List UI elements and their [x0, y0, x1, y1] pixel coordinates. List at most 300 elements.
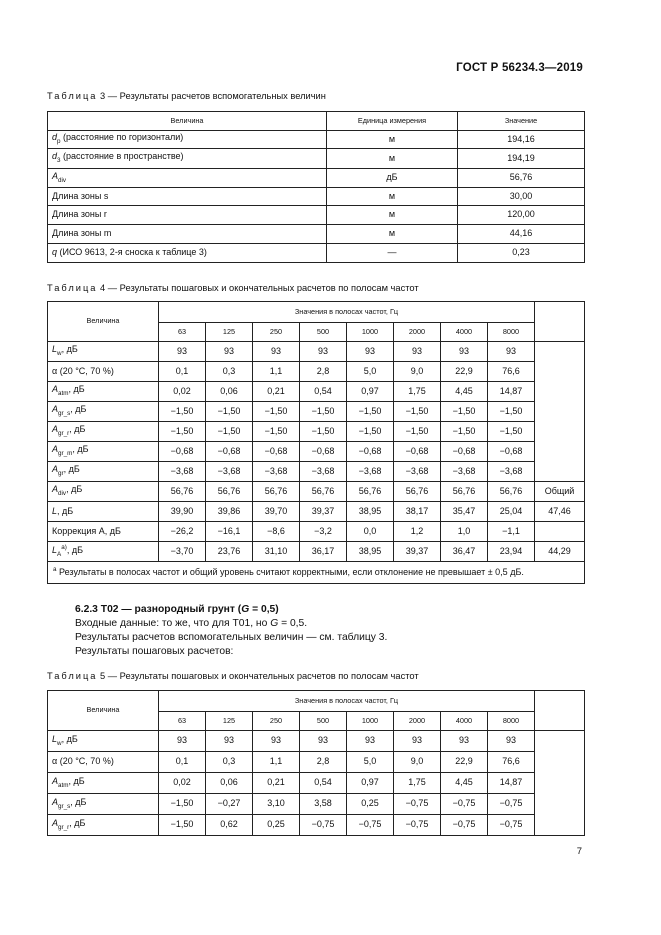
table4-value-cell: −0,68 — [347, 442, 394, 462]
table4-value-cell: −3,68 — [300, 462, 347, 482]
table5-value-cell: 93 — [347, 731, 394, 752]
table5-row — [48, 731, 585, 752]
table5-freq-cell: 2000 — [394, 712, 441, 731]
quantity-symbol: A — [52, 817, 59, 828]
table3-value-cell: 44,16 — [458, 225, 585, 244]
table4-value-cell: 9,0 — [394, 362, 441, 382]
table4-value-cell: 0,97 — [347, 382, 394, 402]
quantity-unit: , дБ — [61, 344, 78, 355]
quantity-unit: , дБ — [66, 484, 83, 495]
table5-body — [48, 731, 585, 836]
table3-quantity-cell — [48, 206, 327, 225]
table4-value-cell: −3,68 — [159, 462, 206, 482]
quantity-subscript: gr_s — [58, 409, 71, 417]
table4-value-cell: 56,76 — [253, 482, 300, 502]
table4-freq-cell: 8000 — [488, 323, 535, 342]
table5-value-cell: −0,75 — [300, 815, 347, 836]
table4-value-cell: −1,50 — [394, 402, 441, 422]
table4-value-cell: 1,2 — [394, 522, 441, 542]
table3-value-cell: 30,00 — [458, 188, 585, 206]
table4-value-cell: −0,68 — [206, 442, 253, 462]
table5-caption-text: 5 — Результаты пошаговых и окончательных расчетов по полосам частот — [100, 671, 419, 681]
table4-value-cell: 23,94 — [488, 542, 535, 562]
table5-value-cell: 93 — [488, 731, 535, 752]
table5-value-cell: 0,25 — [253, 815, 300, 836]
table4-value-cell: −0,68 — [159, 442, 206, 462]
table4-quantity-cell — [48, 502, 159, 522]
table5-freq-cell: 8000 — [488, 712, 535, 731]
table4-value-cell: −1,1 — [488, 522, 535, 542]
table4-row — [48, 422, 585, 442]
section-heading — [75, 603, 279, 617]
table4-value-cell: −0,68 — [488, 442, 535, 462]
table5-value-cell: −0,27 — [206, 794, 253, 815]
quantity-label: Коррекция А, дБ — [52, 525, 121, 536]
table3-row — [48, 169, 585, 188]
quantity-subscript: atm — [58, 389, 69, 397]
table4-caption-text: 4 — Результаты пошаговых и окончательных расчетов по полосам частот — [100, 283, 419, 293]
table4-value-cell: −1,50 — [206, 402, 253, 422]
table5-value-cell: 9,0 — [394, 752, 441, 773]
table5-caption — [47, 671, 419, 681]
table4-value-cell: 56,76 — [300, 482, 347, 502]
table4-quantity-cell — [48, 422, 159, 442]
table4-value-cell: −0,68 — [441, 442, 488, 462]
table4-value-cell: −1,50 — [300, 422, 347, 442]
table4-value-cell: 4,45 — [441, 382, 488, 402]
table4-value-cell: 56,76 — [206, 482, 253, 502]
table5-value-cell: 0,54 — [300, 773, 347, 794]
quantity-subscript: w — [57, 349, 62, 357]
quantity-unit: , дБ — [57, 505, 74, 516]
table4-value-cell: 56,76 — [159, 482, 206, 502]
table4-row — [48, 462, 585, 482]
table4-value-cell: 0,54 — [300, 382, 347, 402]
quantity-symbol: L — [52, 544, 58, 555]
table4-quantity-cell — [48, 362, 159, 382]
table4-value-cell: 14,87 — [488, 382, 535, 402]
quantity-label: α (20 °С, 70 %) — [52, 365, 114, 376]
section-line1-a: Входные данные: то же, что для Т01, но — [75, 618, 271, 629]
quantity-symbol: A — [52, 464, 59, 475]
table5-freq-cell: 4000 — [441, 712, 488, 731]
table4-value-cell: −3,68 — [347, 462, 394, 482]
table5-value-cell: −0,75 — [394, 815, 441, 836]
table3-value-cell: 194,19 — [458, 149, 585, 169]
table4-value-cell: 93 — [441, 342, 488, 362]
quantity-symbol: A — [52, 424, 59, 435]
quantity-symbol: L — [52, 344, 58, 355]
table4-total-cell: Общий — [535, 482, 585, 502]
table5-value-cell: 0,21 — [253, 773, 300, 794]
table3 — [47, 111, 585, 263]
table3-header-cell: Величина — [48, 112, 327, 131]
table3-quantity-cell — [48, 225, 327, 244]
section-title-b: = 0,5) — [249, 604, 279, 615]
table4-value-cell: −3,2 — [300, 522, 347, 542]
table4-value-cell: 93 — [253, 342, 300, 362]
quantity-symbol: A — [52, 384, 59, 395]
quantity-unit: , дБ — [68, 384, 85, 395]
table4-value-cell: 25,04 — [488, 502, 535, 522]
section-title-a: Т02 — разнородный грунт ( — [100, 604, 242, 615]
table4-total-header — [535, 302, 585, 342]
table5-value-cell: −0,75 — [488, 794, 535, 815]
table4-value-cell: 2,8 — [300, 362, 347, 382]
table5-freq-cell: 125 — [206, 712, 253, 731]
table4-value-cell: 56,76 — [347, 482, 394, 502]
table5-value-cell: 2,8 — [300, 752, 347, 773]
quantity-subscript: A — [57, 550, 62, 558]
table4-value-cell: 93 — [394, 342, 441, 362]
quantity-unit: , дБ — [70, 404, 87, 415]
quantity-description: (расстояние в пространстве) — [60, 151, 184, 162]
table4-value-cell: 0,21 — [253, 382, 300, 402]
quantity-subscript: gr_r — [58, 429, 70, 437]
table4-value-cell: 38,17 — [394, 502, 441, 522]
table4-total-cell: 44,29 — [535, 542, 585, 562]
table5-row — [48, 773, 585, 794]
table5-group-header-row — [48, 691, 585, 712]
table5-row — [48, 752, 585, 773]
quantity-unit: , дБ — [70, 796, 87, 807]
quantity-unit: , дБ — [63, 464, 80, 475]
table4-value-cell: 76,6 — [488, 362, 535, 382]
quantity-subscript: p — [57, 137, 61, 145]
table4-row — [48, 542, 585, 562]
table4-value-cell: 1,75 — [394, 382, 441, 402]
quantity-subscript: atm — [58, 781, 69, 789]
table5-value-cell: 93 — [253, 731, 300, 752]
table3-quantity-cell — [48, 169, 327, 188]
table4-value-cell: −1,50 — [253, 422, 300, 442]
quantity-symbol: L — [52, 733, 58, 744]
table5-value-cell: −0,75 — [394, 794, 441, 815]
table4-value-cell: 39,37 — [394, 542, 441, 562]
table4-col-header: Величина — [48, 302, 159, 342]
table4-value-cell: 0,3 — [206, 362, 253, 382]
section-line-input — [75, 617, 307, 631]
table4-group-header-row — [48, 302, 585, 323]
quantity-subscript: gr — [58, 469, 64, 477]
quantity-symbol: A — [52, 796, 59, 807]
table4-value-cell: −3,68 — [488, 462, 535, 482]
document-header: ГОСТ Р 56234.3—2019 — [456, 62, 583, 74]
table4-value-cell: 5,0 — [347, 362, 394, 382]
table4-value-cell: −3,68 — [441, 462, 488, 482]
table5-quantity-cell — [48, 752, 159, 773]
quantity-symbol: A — [52, 444, 59, 455]
table4-value-cell: −1,50 — [347, 402, 394, 422]
table3-header-cell: Значение — [458, 112, 585, 131]
table4-value-cell: 39,37 — [300, 502, 347, 522]
table4-total-empty — [535, 342, 585, 482]
table4-value-cell: −1,50 — [206, 422, 253, 442]
quantity-unit: , дБ — [69, 817, 86, 828]
table4-value-cell: 0,06 — [206, 382, 253, 402]
table5-quantity-cell — [48, 794, 159, 815]
table3-row — [48, 188, 585, 206]
table3-header-cell: Единица измерения — [327, 112, 458, 131]
table5-value-cell: 93 — [206, 731, 253, 752]
quantity-description: (расстояние по горизонтали) — [60, 132, 184, 143]
table5-value-cell: 4,45 — [441, 773, 488, 794]
table5-value-cell: 0,1 — [159, 752, 206, 773]
table5-freq-cell: 500 — [300, 712, 347, 731]
table5-value-cell: 5,0 — [347, 752, 394, 773]
table4-value-cell: −1,50 — [488, 402, 535, 422]
table4-freq-cell: 250 — [253, 323, 300, 342]
quantity-symbol: q — [52, 247, 58, 258]
table5-total-empty — [535, 731, 585, 836]
table4-value-cell: −0,68 — [253, 442, 300, 462]
table3-value-cell: 0,23 — [458, 244, 585, 263]
table3-row — [48, 131, 585, 149]
table4-value-cell: 31,10 — [253, 542, 300, 562]
table3-row — [48, 206, 585, 225]
table4-value-cell: −3,68 — [394, 462, 441, 482]
table4-value-cell: −1,50 — [159, 422, 206, 442]
table5 — [47, 690, 585, 836]
table3-unit-cell: — — [327, 244, 458, 263]
table3-unit-cell: м — [327, 225, 458, 244]
quantity-superscript: а) — [61, 543, 67, 551]
table4-value-cell: 93 — [347, 342, 394, 362]
table5-value-cell: 0,62 — [206, 815, 253, 836]
table4-row — [48, 442, 585, 462]
table4-footnote-row — [48, 562, 585, 584]
table4-value-cell: 56,76 — [488, 482, 535, 502]
table3-body — [48, 131, 585, 263]
footnote-text: Результаты в полосах частот и общий уровень считают корректными, если отклонение не превышает ± 0,5 дБ. — [56, 567, 524, 577]
quantity-description: (ИСО 9613, 2-я сноска к таблице 3) — [57, 247, 207, 258]
table4-freq-cell: 4000 — [441, 323, 488, 342]
table5-value-cell: 1,75 — [394, 773, 441, 794]
table5-freq-cell: 63 — [159, 712, 206, 731]
quantity-description: Длина зоны r — [52, 209, 107, 220]
table5-freq-cell: 250 — [253, 712, 300, 731]
table4-value-cell: 39,86 — [206, 502, 253, 522]
table4-value-cell: 93 — [159, 342, 206, 362]
table3-unit-cell: м — [327, 188, 458, 206]
table4-value-cell: −1,50 — [441, 402, 488, 422]
table4-value-cell: −1,50 — [253, 402, 300, 422]
quantity-symbol: d — [52, 151, 58, 162]
table4-value-cell: −1,50 — [488, 422, 535, 442]
section-line1-b: = 0,5. — [278, 618, 308, 629]
table4-quantity-cell — [48, 342, 159, 362]
table4-value-cell: −8,6 — [253, 522, 300, 542]
table3-unit-cell: дБ — [327, 169, 458, 188]
table5-value-cell: 0,06 — [206, 773, 253, 794]
table5-value-cell: 93 — [300, 731, 347, 752]
table4-value-cell: −3,68 — [253, 462, 300, 482]
table4-row — [48, 402, 585, 422]
table3-value-cell: 56,76 — [458, 169, 585, 188]
table4-value-cell: 56,76 — [441, 482, 488, 502]
table4-body — [48, 342, 585, 584]
table4-value-cell: 22,9 — [441, 362, 488, 382]
table4-value-cell: −16,1 — [206, 522, 253, 542]
table4-freq-cell: 125 — [206, 323, 253, 342]
table4-value-cell: 35,47 — [441, 502, 488, 522]
table4-value-cell: −3,70 — [159, 542, 206, 562]
table5-value-cell: 76,6 — [488, 752, 535, 773]
quantity-symbol: A — [52, 170, 59, 181]
table3-header-row — [48, 112, 585, 131]
table4-freq-cell: 1000 — [347, 323, 394, 342]
quantity-subscript: gr_m — [58, 449, 73, 457]
quantity-subscript: gr_r — [58, 823, 70, 831]
table3-unit-cell: м — [327, 131, 458, 149]
table3-quantity-cell — [48, 244, 327, 263]
table5-value-cell: −0,75 — [441, 794, 488, 815]
table5-freq-cell: 1000 — [347, 712, 394, 731]
section-line-results: Результаты расчетов вспомогательных величин — см. таблицу 3. — [75, 632, 388, 643]
section-number: 6.2.3 — [75, 604, 98, 615]
table5-value-cell: −0,75 — [347, 815, 394, 836]
table4-quantity-cell — [48, 462, 159, 482]
table4-quantity-cell — [48, 542, 159, 562]
table3-quantity-cell — [48, 149, 327, 169]
table4-value-cell: −1,50 — [300, 402, 347, 422]
table4-value-cell: −1,50 — [347, 422, 394, 442]
quantity-unit: , дБ — [69, 424, 86, 435]
table4-quantity-cell — [48, 382, 159, 402]
table5-value-cell: 0,02 — [159, 773, 206, 794]
table4-value-cell: 93 — [300, 342, 347, 362]
quantity-description: Длина зоны s — [52, 190, 109, 201]
table5-col-header: Величина — [48, 691, 159, 731]
table4-row — [48, 502, 585, 522]
table4-quantity-cell — [48, 522, 159, 542]
table5-value-cell: 14,87 — [488, 773, 535, 794]
table5-value-cell: −0,75 — [488, 815, 535, 836]
table3-unit-cell: м — [327, 206, 458, 225]
quantity-unit: , дБ — [66, 544, 83, 555]
table5-value-cell: −1,50 — [159, 794, 206, 815]
table5-value-cell: 22,9 — [441, 752, 488, 773]
quantity-symbol: d — [52, 132, 58, 143]
table4-value-cell: 36,47 — [441, 542, 488, 562]
table3-caption-label: Таблица — [47, 91, 98, 101]
table5-value-cell: 0,25 — [347, 794, 394, 815]
section-title-g: G — [241, 604, 250, 615]
table4-value-cell: 36,17 — [300, 542, 347, 562]
footnote-mark: а — [53, 566, 57, 573]
table4-total-cell: 47,46 — [535, 502, 585, 522]
table4-value-cell: −1,50 — [394, 422, 441, 442]
table3-row — [48, 225, 585, 244]
table4-quantity-cell — [48, 482, 159, 502]
quantity-unit: , дБ — [68, 775, 85, 786]
table4-value-cell: 38,95 — [347, 542, 394, 562]
table4-value-cell: 56,76 — [394, 482, 441, 502]
table5-row — [48, 794, 585, 815]
table4-value-cell: −0,68 — [300, 442, 347, 462]
table4-total-cell — [535, 522, 585, 542]
quantity-subscript: div — [58, 489, 67, 497]
table4-value-cell: −26,2 — [159, 522, 206, 542]
quantity-unit: , дБ — [72, 444, 89, 455]
table4-value-cell: 0,02 — [159, 382, 206, 402]
table3-caption — [47, 91, 326, 101]
table5-value-cell: 1,1 — [253, 752, 300, 773]
quantity-symbol: A — [52, 775, 59, 786]
table4-value-cell: 23,76 — [206, 542, 253, 562]
table4-value-cell: −3,68 — [206, 462, 253, 482]
table5-value-cell: 3,10 — [253, 794, 300, 815]
table5-value-cell: 0,3 — [206, 752, 253, 773]
table4-value-cell: 38,95 — [347, 502, 394, 522]
table4-value-cell: 0,1 — [159, 362, 206, 382]
table5-value-cell: 93 — [159, 731, 206, 752]
table4-value-cell: −1,50 — [159, 402, 206, 422]
table5-value-cell: 3,58 — [300, 794, 347, 815]
table5-row — [48, 815, 585, 836]
quantity-subscript: 3 — [57, 156, 61, 164]
table4-row — [48, 362, 585, 382]
table4-freq-cell: 500 — [300, 323, 347, 342]
table5-quantity-cell — [48, 773, 159, 794]
quantity-subscript: div — [58, 176, 67, 184]
table4-value-cell: −1,50 — [441, 422, 488, 442]
table3-value-cell: 120,00 — [458, 206, 585, 225]
quantity-subscript: gr_s — [58, 802, 71, 810]
section-line1-g: G — [270, 618, 279, 629]
table5-value-cell: 93 — [394, 731, 441, 752]
table3-unit-cell: м — [327, 149, 458, 169]
table4-value-cell: 93 — [488, 342, 535, 362]
table4-value-cell: 39,90 — [159, 502, 206, 522]
quantity-symbol: A — [52, 484, 59, 495]
table3-quantity-cell — [48, 188, 327, 206]
table4-value-cell: 0,0 — [347, 522, 394, 542]
table4-freq-cell: 63 — [159, 323, 206, 342]
table5-value-cell: 0,97 — [347, 773, 394, 794]
table5-value-cell: −1,50 — [159, 815, 206, 836]
table3-value-cell: 194,16 — [458, 131, 585, 149]
quantity-description: Длина зоны m — [52, 228, 112, 239]
page-number: 7 — [576, 846, 582, 857]
table4 — [47, 301, 585, 584]
section-line-steps: Результаты пошаговых расчетов: — [75, 646, 234, 657]
table3-caption-text: 3 — Результаты расчетов вспомогательных величин — [100, 91, 326, 101]
quantity-label: α (20 °С, 70 %) — [52, 756, 114, 767]
table4-footnote — [48, 562, 585, 584]
table5-caption-label: Таблица — [47, 671, 98, 681]
table5-value-cell: −0,75 — [441, 815, 488, 836]
table4-quantity-cell — [48, 402, 159, 422]
table4-value-cell: 93 — [206, 342, 253, 362]
table4-row — [48, 522, 585, 542]
table4-quantity-cell — [48, 442, 159, 462]
table4-row — [48, 382, 585, 402]
table4-freq-cell: 2000 — [394, 323, 441, 342]
table3-quantity-cell — [48, 131, 327, 149]
table4-value-cell: 1,0 — [441, 522, 488, 542]
table4-value-cell: 39,70 — [253, 502, 300, 522]
table4-group-header: Значения в полосах частот, Гц — [159, 302, 535, 323]
quantity-symbol: A — [52, 404, 59, 415]
table5-group-header: Значения в полосах частот, Гц — [159, 691, 535, 712]
quantity-symbol: L — [52, 505, 58, 516]
table5-value-cell: 93 — [441, 731, 488, 752]
table4-row — [48, 342, 585, 362]
table3-row — [48, 149, 585, 169]
quantity-unit: , дБ — [61, 733, 78, 744]
table4-caption — [47, 283, 419, 293]
